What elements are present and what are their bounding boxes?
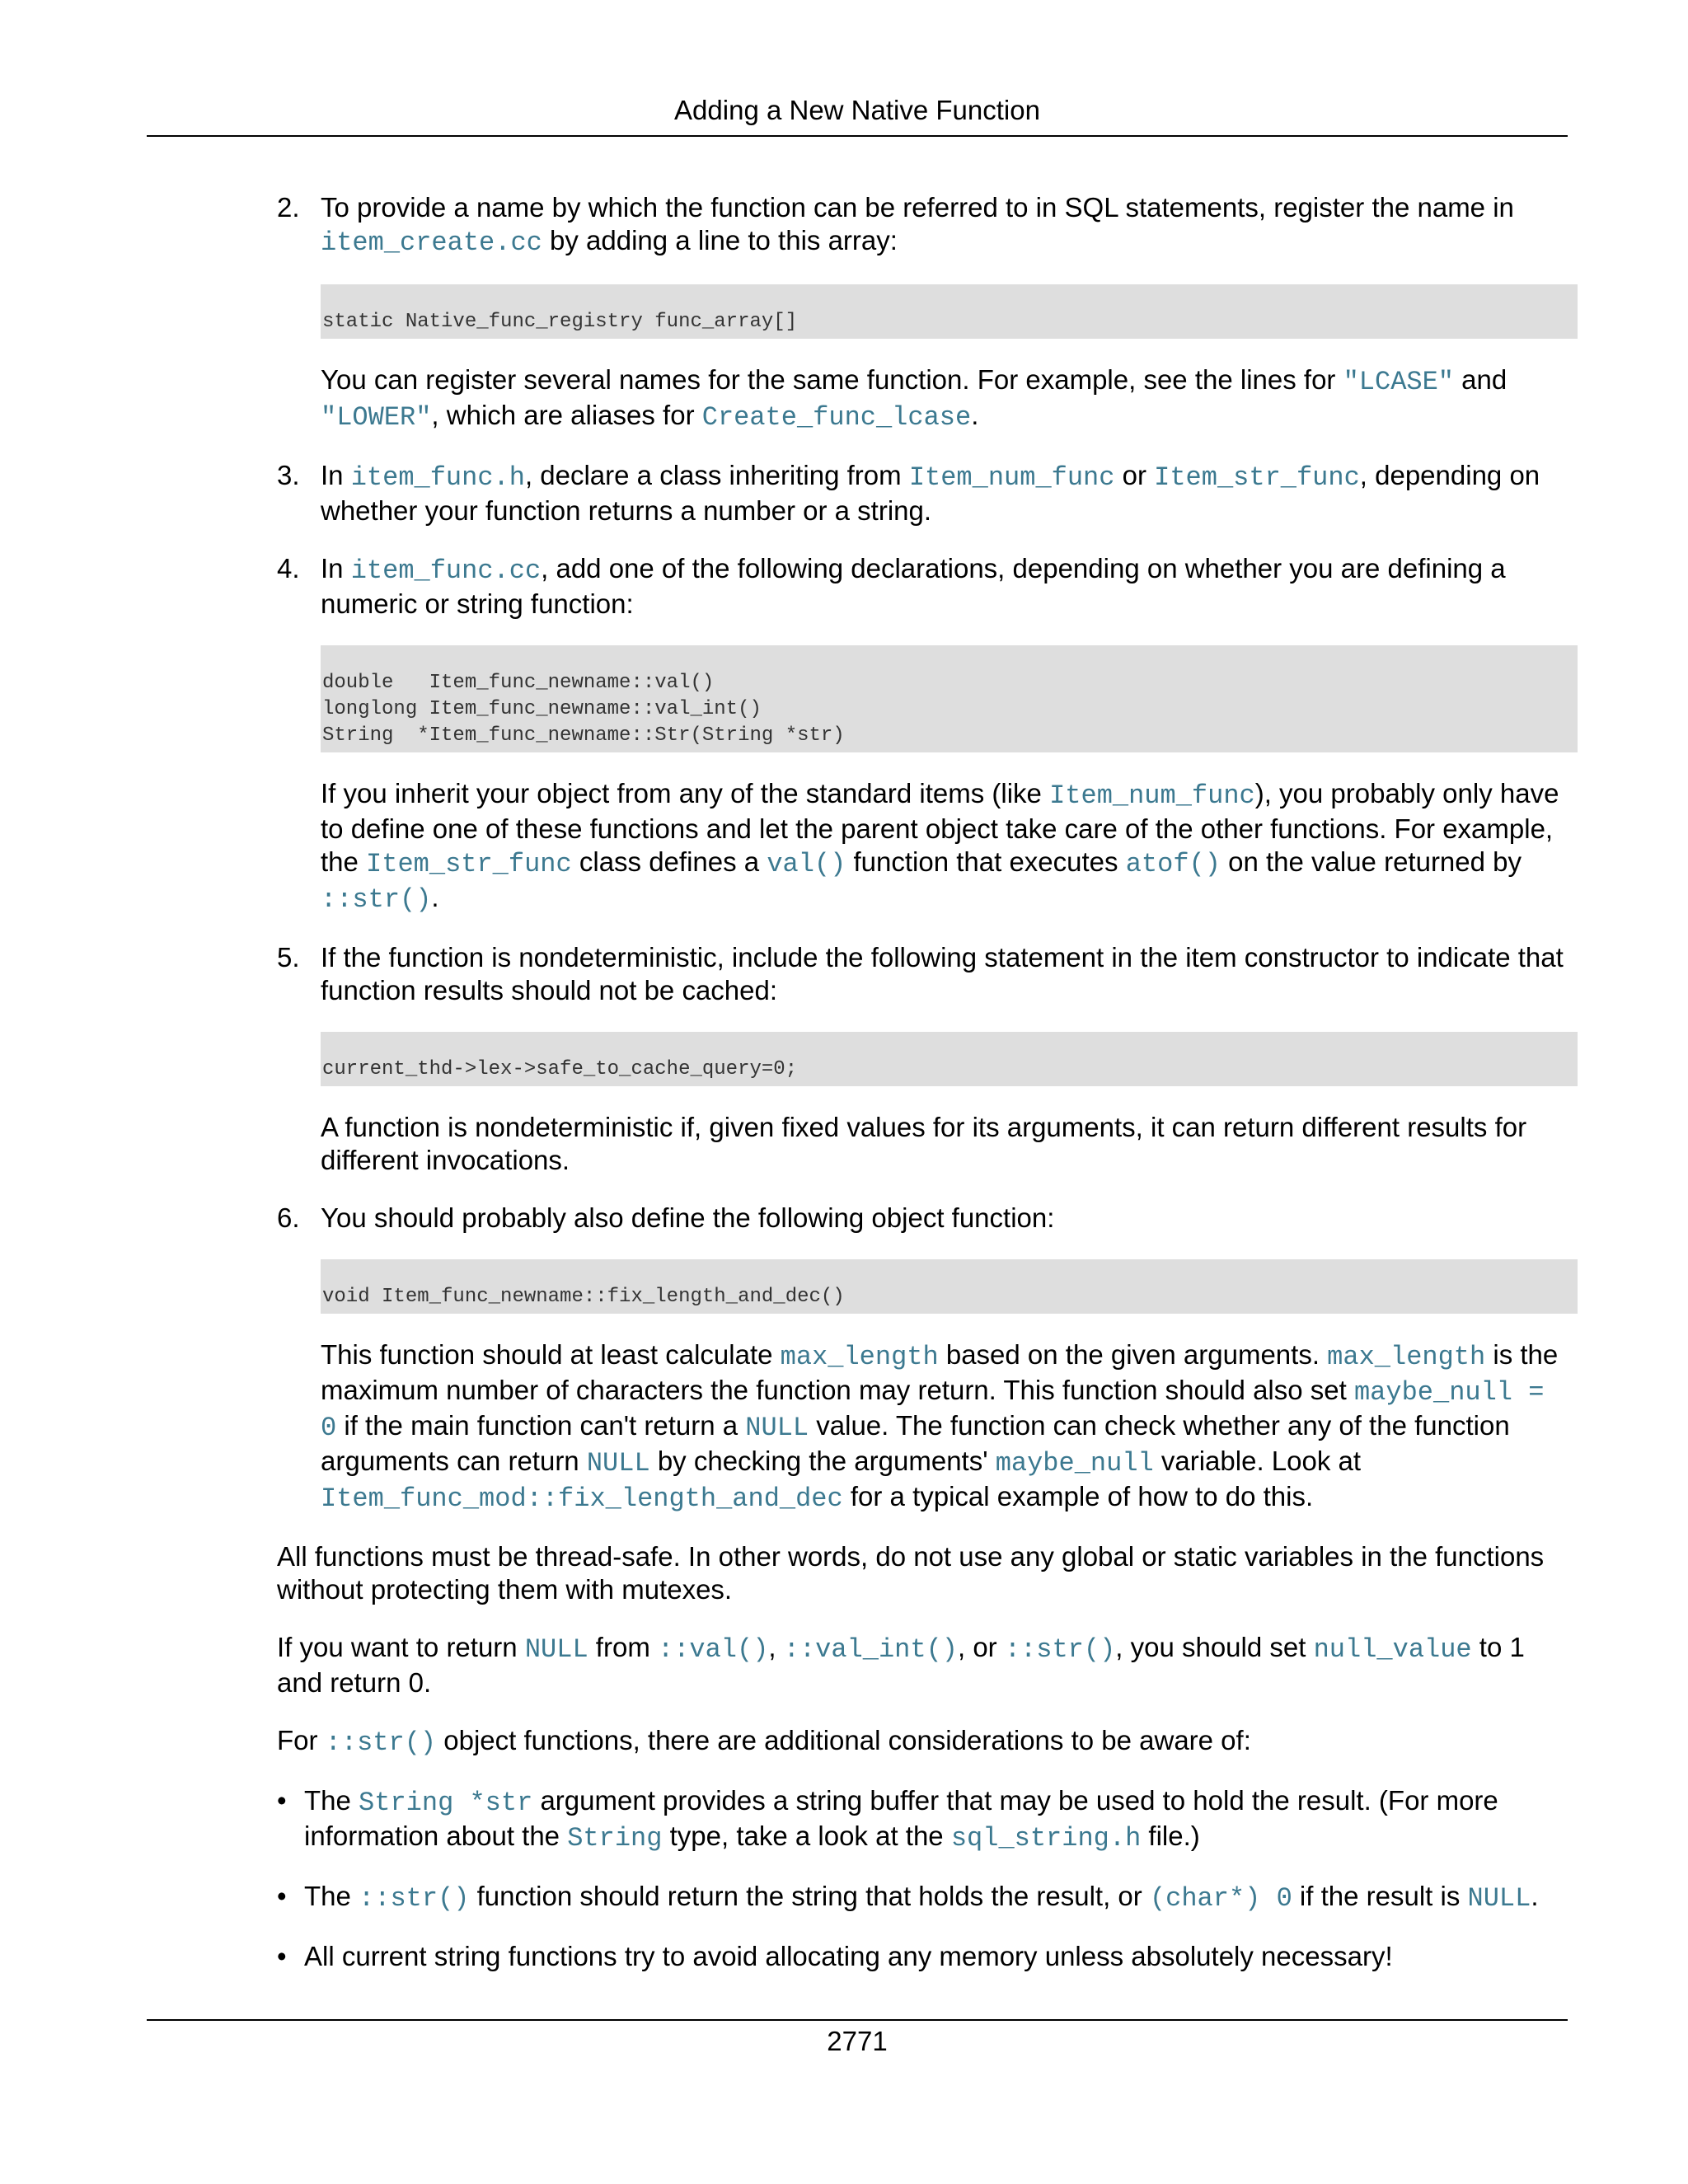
code-maybe-null-zero: maybe_null = 0 [321, 1377, 1545, 1443]
code-atof: atof() [1125, 849, 1221, 879]
paragraph-thread-safe: All functions must be thread-safe. In other words, do not use any global or static variables in the functions without protecting them with mutexes. [277, 1541, 1545, 1605]
step-number: 4. [277, 553, 300, 583]
bullet-item: • All current string functions try to avoid allocating any memory unless absolutely necessary! [277, 1941, 1393, 1971]
header-rule [147, 135, 1568, 137]
bullet-icon: • [277, 1785, 287, 1816]
bullet-icon: • [277, 1881, 287, 1911]
code-maybe-null: maybe_null [995, 1448, 1154, 1479]
code-char-zero: (char*) 0 [1149, 1883, 1292, 1914]
code-val: ::val() [657, 1634, 769, 1665]
step-5-note: A function is nondeterministic if, given fixed values for its arguments, it can return different results for different invocations. [321, 1112, 1527, 1175]
code-str: ::str() [359, 1883, 470, 1914]
code-str: ::str() [321, 884, 432, 915]
list-item-step-6 [277, 1202, 1573, 1516]
step-number: 2. [277, 192, 300, 223]
step-6-note: This function should at least calculate max_length based on the given arguments. max_length is the maximum number of characters the function may return. This function should also set maybe_null = 0 if the main function can't return a NULL value. The function can check whether any of the function arguments can return NULL by checking the arguments' maybe_null variable. Look at Item_func_mod::fix_length_and_dec for a typical example of how to do this. [321, 1339, 1559, 1514]
code-block-safe-to-cache: current_thd->lex->safe_to_cache_query=0; [321, 1032, 1578, 1086]
list-item-step-5 [277, 941, 1573, 1177]
code-val: val() [767, 849, 846, 879]
code-item-str-func: Item_str_func [1154, 462, 1360, 493]
step-6-intro: You should probably also define the following object function: [321, 1202, 1055, 1233]
code-val-int: ::val_int() [783, 1634, 958, 1665]
bullet-icon: • [277, 1941, 287, 1971]
page-number: 2771 [827, 2026, 888, 2056]
code-file-item-create: item_create.cc [321, 227, 542, 258]
code-null: NULL [745, 1413, 809, 1443]
bullet-item: • The ::str() function should return the string that holds the result, or (char*) 0 if the result is NULL. [277, 1881, 1539, 1914]
step-4-intro: In item_func.cc, add one of the following declarations, depending on whether you are defining a numeric or string function: [321, 553, 1506, 619]
code-item-num-func: Item_num_func [908, 462, 1115, 493]
code-item-num-func: Item_num_func [1049, 780, 1255, 811]
step-2-intro: To provide a name by which the function can be referred to in SQL statements, register the name in item_create.cc by adding a line to this array: [321, 192, 1514, 258]
step-5-intro: If the function is nondeterministic, include the following statement in the item constructor to indicate that function results should not be cached: [321, 942, 1564, 1005]
code-lower: "LOWER" [321, 402, 432, 433]
step-3-text: In item_func.h, declare a class inheriting from Item_num_func or Item_str_func, depending on whether your function returns a number or a string. [321, 460, 1540, 526]
step-number: 5. [277, 942, 300, 972]
page-content [277, 191, 1573, 1998]
code-item-str-func: Item_str_func [366, 849, 572, 879]
bullet-item: • The String *str argument provides a string buffer that may be used to hold the result. (For more information about the String type, take a look at the sql_string.h file.) [277, 1785, 1498, 1854]
step-4-note: If you inherit your object from any of the standard items (like Item_num_func), you probably only have to define one of these functions and let the parent object take care of the other functions. For example, the Item_str_func class defines a val() function that executes atof() on the value returned by ::str(). [321, 778, 1559, 915]
list-item-step-4 [277, 552, 1573, 916]
code-max-length: max_length [780, 1342, 939, 1372]
paragraph-return-null: If you want to return NULL from ::val(), ::val_int(), or ::str(), you should set null_value to 1 and return 0. [277, 1632, 1525, 1698]
code-sql-string-h: sql_string.h [950, 1823, 1142, 1854]
code-null-value: null_value [1313, 1634, 1472, 1665]
code-str: ::str() [325, 1727, 437, 1758]
running-header: Adding a New Native Function [674, 95, 1040, 125]
list-item-step-2 [277, 191, 1573, 434]
code-item-func-cc: item_func.cc [350, 555, 542, 586]
paragraph-str-considerations: For ::str() object functions, there are additional considerations to be aware of: [277, 1725, 1251, 1758]
code-string-str: String *str [359, 1788, 533, 1818]
step-2-note: You can register several names for the same function. For example, see the lines for "LCASE" and "LOWER", which are aliases for Create_func_lcase. [321, 364, 1507, 433]
code-lcase: "LCASE" [1343, 367, 1454, 397]
code-max-length: max_length [1327, 1342, 1486, 1372]
step-number: 6. [277, 1202, 300, 1233]
code-str: ::str() [1004, 1634, 1116, 1665]
code-block-declarations: double Item_func_newname::val() longlong Item_func_newname::val_int() String *Item_func_newname::Str(String *str) [321, 645, 1578, 752]
code-null: NULL [524, 1634, 588, 1665]
code-null: NULL [586, 1448, 650, 1479]
code-block-func-array: static Native_func_registry func_array[] [321, 284, 1578, 339]
step-number: 3. [277, 460, 300, 490]
code-create-func-lcase: Create_func_lcase [701, 402, 972, 433]
code-item-func-h: item_func.h [350, 462, 525, 493]
code-string: String [567, 1823, 663, 1854]
code-null: NULL [1467, 1883, 1531, 1914]
code-block-fix-length: void Item_func_newname::fix_length_and_dec() [321, 1259, 1578, 1314]
code-item-func-mod: Item_func_mod::fix_length_and_dec [321, 1483, 843, 1514]
list-item-step-3 [277, 459, 1573, 527]
